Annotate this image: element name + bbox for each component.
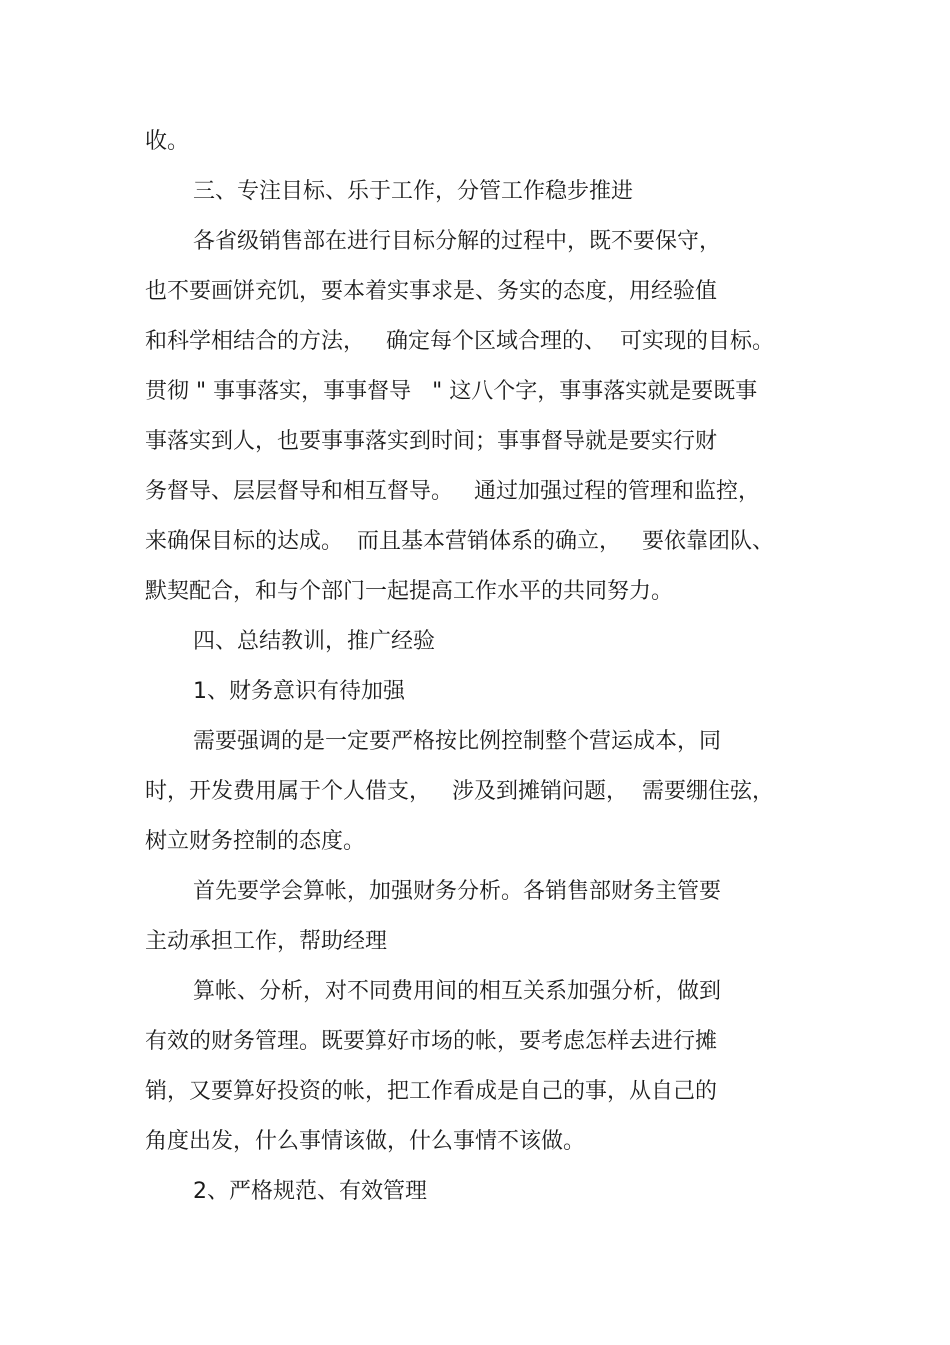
text-line: 角度出发，什么事情该做，什么事情不该做。 <box>145 1129 586 1154</box>
subsection-heading: 1、财务意识有待加强 <box>193 679 405 704</box>
text-line: 务督导、层层督导和相互督导。 通过加强过程的管理和监控， <box>145 479 760 504</box>
text-line: 树立财务控制的态度。 <box>145 829 366 854</box>
text-line: 事落实到人，也要事事落实到时间；事事督导就是要实行财 <box>145 429 718 454</box>
text-line: 也不要画饼充饥，要本着实事求是、务实的态度，用经验值 <box>145 279 718 304</box>
text-line: 来确保目标的达成。 而且基本营销体系的确立， 要依靠团队、 <box>145 529 774 554</box>
text-line: 主动承担工作，帮助经理 <box>145 929 388 954</box>
text-line: 销，又要算好投资的帐，把工作看成是自己的事，从自己的 <box>145 1079 718 1104</box>
text-line: 需要强调的是一定要严格按比例控制整个营运成本，同 <box>193 729 722 754</box>
text-line: 时，开发费用属于个人借支， 涉及到摊销问题， 需要绷住弦， <box>145 779 774 804</box>
text-line: 有效的财务管理。既要算好市场的帐，要考虑怎样去进行摊 <box>145 1029 718 1054</box>
subsection-heading: 2、严格规范、有效管理 <box>193 1179 427 1204</box>
text-line: 算帐、分析，对不同费用间的相互关系加强分析，做到 <box>193 979 722 1004</box>
text-line: 默契配合，和与个部门一起提高工作水平的共同努力。 <box>145 579 674 604</box>
section-heading: 三、专注目标、乐于工作，分管工作稳步推进 <box>193 179 634 204</box>
text-line: 首先要学会算帐，加强财务分析。各销售部财务主管要 <box>193 879 722 904</box>
text-line: 收。 <box>145 129 190 154</box>
text-line: 各省级销售部在进行目标分解的过程中，既不要保守， <box>193 229 722 254</box>
text-line: 和科学相结合的方法， 确定每个区域合理的、 可实现的目标。 <box>145 329 774 354</box>
text-line: 贯彻 " 事事落实，事事督导 " 这八个字，事事落实就是要既事 <box>145 379 758 404</box>
section-heading: 四、总结教训，推广经验 <box>193 629 436 654</box>
